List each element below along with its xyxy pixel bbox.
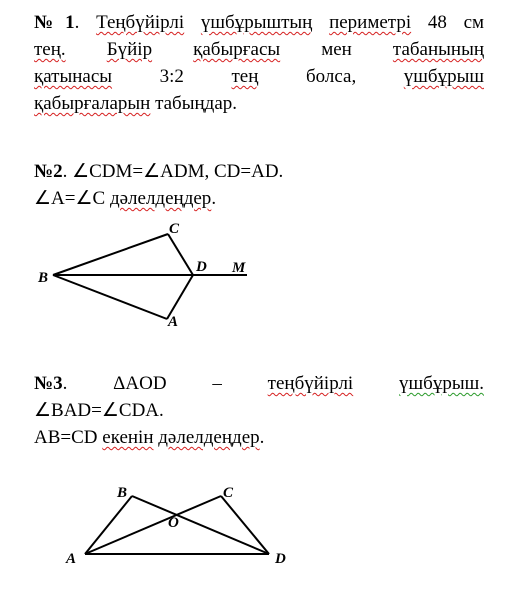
text: 3:2	[112, 66, 232, 87]
segment-DC	[221, 496, 269, 554]
text: .	[62, 373, 68, 394]
text-misspelled: үшбұрыштың	[200, 12, 313, 33]
text-misspelled: тең.	[34, 39, 66, 60]
text: ΔAOD	[113, 373, 167, 394]
text-misspelled: екенін	[102, 427, 154, 448]
label-M: M	[232, 260, 246, 276]
text-misspelled: дәлелдеңдер	[158, 427, 260, 448]
text-misspelled: периметрі	[329, 12, 412, 33]
text-misspelled: теңбүйірлі	[267, 373, 354, 394]
text: табыңдар.	[150, 93, 238, 114]
problem-2-number: №2	[34, 161, 63, 182]
problem-3-line-2: ∠BAD=∠CDA.	[34, 400, 164, 421]
text: болса,	[258, 66, 404, 87]
label-D: D	[196, 259, 207, 275]
text: AB=CD	[34, 427, 103, 448]
text-misspelled: дәлелдеңдер	[109, 188, 212, 209]
segment-AB	[85, 496, 132, 554]
label-A: A	[168, 314, 179, 330]
text: .	[211, 188, 217, 209]
problem-1-number: №1	[34, 12, 75, 33]
text: мен	[280, 39, 393, 60]
text: .	[259, 427, 265, 448]
text-misspelled: Теңбүйірлі	[96, 12, 185, 33]
label-B: B	[117, 485, 128, 501]
text: .	[74, 12, 97, 33]
label-D: D	[275, 551, 286, 567]
text-grammar-flagged: үшбұрыш.	[399, 373, 484, 394]
problem-3-number: №3	[34, 373, 63, 394]
text-misspelled: табанының	[392, 39, 485, 60]
text-misspelled: қабырғаларын	[34, 93, 151, 114]
label-O: O	[168, 515, 179, 531]
text: ∠A=∠C	[34, 188, 110, 209]
text-misspelled: тең	[231, 66, 259, 87]
text: –	[212, 373, 222, 394]
text-misspelled: қатынасы	[34, 66, 113, 87]
label-A: A	[66, 551, 77, 567]
text-misspelled: Бүйір	[106, 39, 153, 60]
label-C: C	[223, 485, 234, 501]
text: . ∠CDM=∠ADM, CD=AD.	[62, 161, 284, 182]
text: 48 см	[411, 12, 485, 33]
label-B: B	[38, 270, 49, 286]
label-C: C	[169, 221, 180, 237]
text-misspelled: үшбұрыш	[403, 66, 484, 87]
text-misspelled: қабырғасы	[193, 39, 281, 60]
